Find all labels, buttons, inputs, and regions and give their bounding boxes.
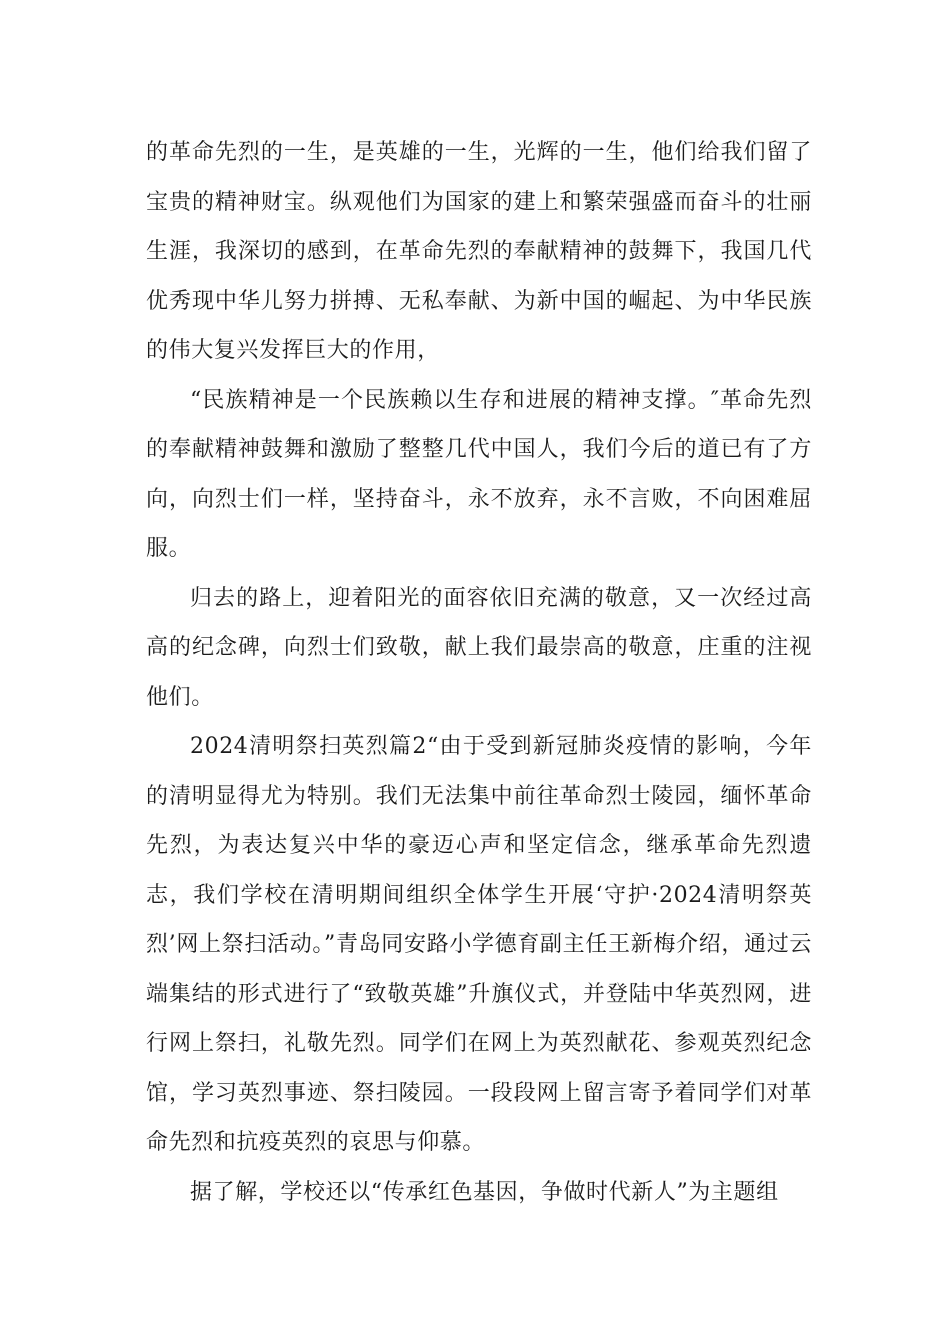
paragraph-5: 据了解，学校还以“传承红色基因，争做时代新人”为主题组 <box>190 1179 779 1205</box>
paragraph-3: 归去的路上，迎着阳光的面容依旧充满的敬意，又一次经过高高的纪念碑，向烈士们致敬，献上我们最崇高的敬意，庄重的注视他们。 <box>146 585 812 710</box>
paragraph-2: “民族精神是一个民族赖以生存和进展的精神支撑。″革命先烈的奉献精神鼓舞和激励了整整几代中国人，我们今后的道已有了方向，向烈士们一样，坚持奋斗，永不放弃，永不言败，不向困难屈服。 <box>146 387 812 561</box>
paragraph-1: 的革命先烈的一生，是英雄的一生，光辉的一生，他们给我们留了宝贵的精神财宝。纵观他们为国家的建上和繁荣强盛而奋斗的壮丽生涯，我深切的感到，在革命先烈的奉献精神的鼓舞下，我国几代优秀现中华儿努力拼搏、无私奉献、为新中国的崛起、为中华民族的伟大复兴发挥巨大的作用， <box>146 140 812 363</box>
body-text <box>146 128 812 1217</box>
paragraph-4: 2024清明祭扫英烈篇2“由于受到新冠肺炎疫情的影响，今年的清明显得尤为特别。我们无法集中前往革命烈士陵园，缅怀革命先烈，为表达复兴中华的豪迈心声和坚定信念，继承革命先烈遗志，我们学校在清明期间组织全体学生开展‘守护·2024清明祭英烈’网上祭扫活动。”青岛同安路小学德育副主任王新梅介绍，通过云端集结的形式进行了“致敬英雄”升旗仪式，并登陆中华英烈网，进行网上祭扫，礼敬先烈。同学们在网上为英烈献花、参观英烈纪念馆，学习英烈事迹、祭扫陵园。一段段网上留言寄予着同学们对革命先烈和抗疫英烈的哀思与仰慕。 <box>146 734 812 1155</box>
